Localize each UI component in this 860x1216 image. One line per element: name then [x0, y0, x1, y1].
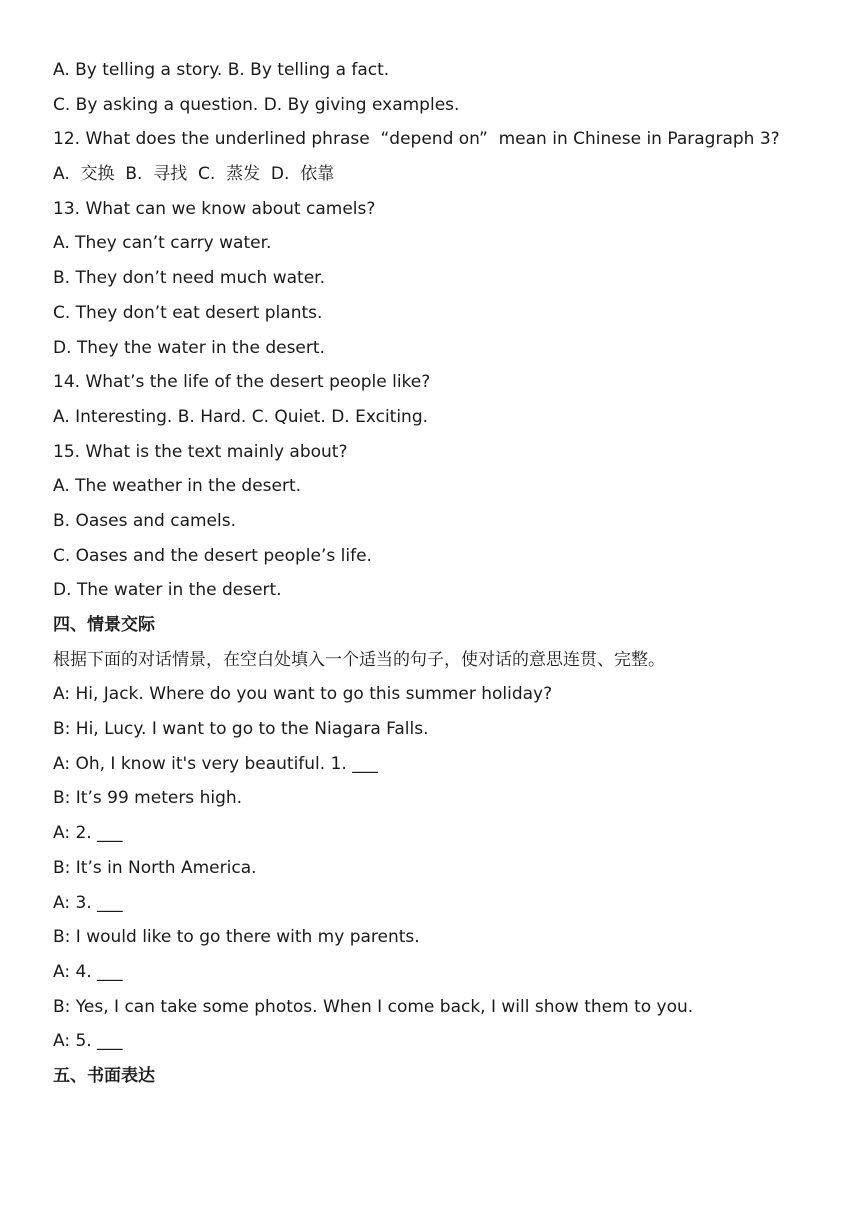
answer-options: A. By telling a story. B. By telling a fact. [53, 60, 390, 80]
document-body [53, 58, 843, 1099]
dialogue-line: B: Yes, I can take some photos. When I come back, I will show them to you. [53, 996, 694, 1017]
answer-options: B. They don’t need much water. [53, 268, 326, 289]
answer-options: A. They can’t carry water. [53, 233, 272, 254]
question-text: 12. What does the underlined phrase “depend on” mean in Chinese in Paragraph 3? [53, 129, 780, 150]
question-text: 15. What is the text mainly about? [53, 441, 348, 462]
dialogue-line: A: Hi, Jack. Where do you want to go this summer holiday? [53, 684, 553, 705]
section-heading: 五、书面表达 [53, 1065, 155, 1086]
dialogue-line: A: Oh, I know it's very beautiful. 1. ___ [53, 753, 378, 774]
answer-options: A. 交换 B. 寻找 C. 蒸发 D. 依靠 [53, 164, 335, 185]
answer-options: C. Oases and the desert people’s life. [53, 545, 372, 566]
answer-options: D. The water in the desert. [53, 580, 282, 601]
dialogue-line: B: It’s in North America. [53, 857, 257, 878]
dialogue-line: B: It’s 99 meters high. [53, 788, 243, 809]
question-text: 14. What’s the life of the desert people like? [53, 372, 431, 393]
dialogue-line: A: 2. ___ [53, 823, 123, 844]
dialogue-line: A: 3. ___ [53, 892, 123, 913]
answer-options: A. Interesting. B. Hard. C. Quiet. D. Exciting. [53, 406, 429, 427]
answer-options: C. By asking a question. D. By giving examples. [53, 94, 460, 115]
dialogue-line: B: I would like to go there with my parents. [53, 927, 420, 948]
answer-options: B. Oases and camels. [53, 510, 236, 531]
section-heading: 四、情景交际 [53, 615, 155, 635]
answer-options: C. They don’t eat desert plants. [53, 302, 323, 323]
dialogue-line: A: 4. ___ [53, 961, 123, 982]
section-instruction: 根据下面的对话情景，在空白处填入一个适当的句子，使对话的意思连贯、完整。 [53, 649, 665, 670]
answer-options: D. They the water in the desert. [53, 337, 325, 358]
dialogue-line: B: Hi, Lucy. I want to go to the Niagara Falls. [53, 719, 429, 740]
question-text: 13. What can we know about camels? [53, 198, 376, 219]
dialogue-line: A: 5. ___ [53, 1031, 123, 1052]
answer-options: A. The weather in the desert. [53, 476, 302, 497]
